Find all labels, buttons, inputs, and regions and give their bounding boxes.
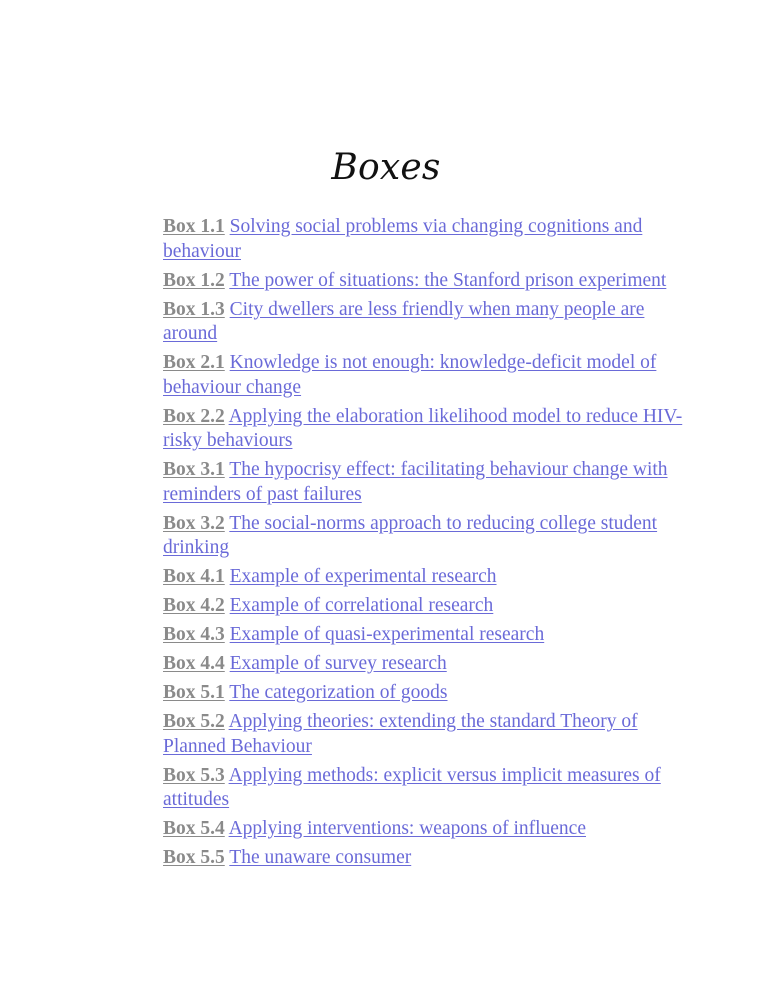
box-entry	[163, 846, 683, 871]
box-number[interactable]: Box 2.2	[163, 405, 225, 427]
box-title-link[interactable]: Applying interventions: weapons of influence	[228, 818, 586, 839]
box-title-link[interactable]: Example of survey research	[229, 653, 447, 674]
box-number[interactable]: Box 2.1	[163, 352, 225, 373]
box-number[interactable]: Box 5.5	[163, 847, 225, 868]
box-number[interactable]: Box 1.3	[163, 298, 225, 320]
box-number[interactable]: Box 3.1	[163, 459, 225, 480]
box-title-link[interactable]: City dwellers are less friendly when many people are around	[163, 298, 645, 344]
box-title-link[interactable]: Example of correlational research	[229, 595, 494, 616]
box-number[interactable]: Box 4.2	[163, 595, 225, 616]
box-number[interactable]: Box 4.4	[163, 653, 225, 674]
box-title-link[interactable]: Applying the elaboration likelihood model to reduce HIV-risky behaviours	[163, 405, 683, 451]
box-entry	[163, 764, 683, 813]
box-number[interactable]: Box 1.1	[163, 216, 225, 237]
box-title-link[interactable]: The hypocrisy effect: facilitating behaviour change with reminders of past failures	[163, 459, 668, 505]
box-entry	[163, 351, 683, 400]
box-title-link[interactable]: The social-norms approach to reducing college student drinking	[163, 512, 658, 558]
box-entry	[163, 458, 683, 507]
box-entry	[163, 298, 683, 347]
box-number[interactable]: Box 3.2	[163, 512, 225, 534]
box-entry	[163, 594, 683, 619]
box-title-link[interactable]: The unaware consumer	[229, 847, 412, 868]
box-number[interactable]: Box 5.4	[163, 818, 225, 839]
box-number[interactable]: Box 4.1	[163, 566, 225, 587]
box-title-link[interactable]: Applying theories: extending the standard Theory of Planned Behaviour	[163, 711, 638, 757]
box-number[interactable]: Box 5.1	[163, 682, 225, 703]
box-number[interactable]: Box 5.2	[163, 711, 225, 732]
box-title-link[interactable]: Applying methods: explicit versus implicit measures of attitudes	[163, 764, 661, 810]
box-number[interactable]: Box 5.3	[163, 764, 225, 786]
box-entry	[163, 269, 683, 294]
box-list	[163, 215, 683, 875]
box-entry	[163, 565, 683, 590]
box-entry	[163, 405, 683, 454]
box-entry	[163, 817, 683, 842]
box-entry	[163, 710, 683, 759]
box-entry	[163, 623, 683, 648]
box-title-link[interactable]: The categorization of goods	[229, 682, 448, 703]
box-title-link[interactable]: The power of situations: the Stanford prison experiment	[229, 269, 667, 291]
box-title-link[interactable]: Example of quasi-experimental research	[229, 624, 545, 645]
page-title: Boxes	[331, 147, 441, 188]
box-title-link[interactable]: Knowledge is not enough: knowledge-deficit model of behaviour change	[163, 352, 657, 398]
box-entry	[163, 652, 683, 677]
box-title-link[interactable]: Solving social problems via changing cognitions and behaviour	[163, 216, 643, 262]
box-entry	[163, 215, 683, 264]
box-title-link[interactable]: Example of experimental research	[229, 566, 497, 587]
box-number[interactable]: Box 4.3	[163, 624, 225, 645]
box-number[interactable]: Box 1.2	[163, 269, 225, 291]
box-entry	[163, 681, 683, 706]
box-entry	[163, 512, 683, 561]
